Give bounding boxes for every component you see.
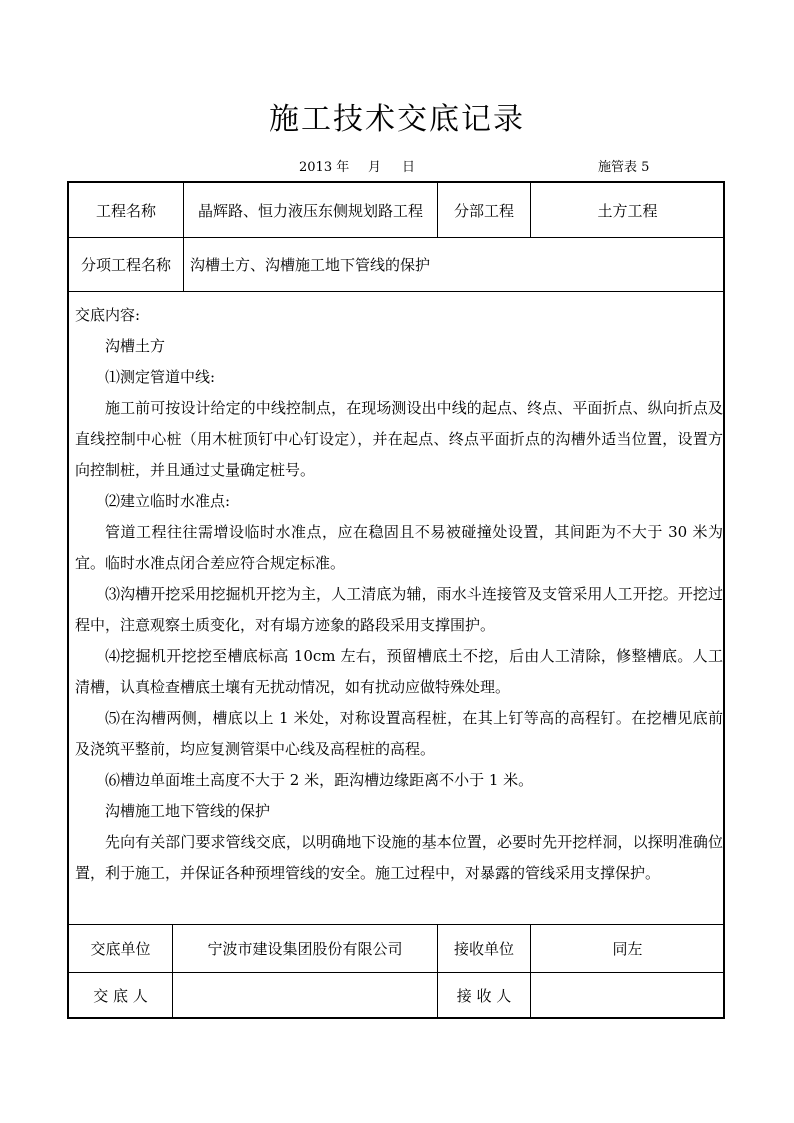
date-day: 日 (402, 160, 416, 175)
content-paragraph: ⑶沟槽开挖采用挖掘机开挖为主，人工清底为辅，雨水斗连接管及支管采用人工开挖。开挖过程中，注意观察土质变化，对有塌方迹象的路段采用支撑围护。 (75, 585, 723, 634)
disclosure-unit-value: 宁波市建设集团股份有限公司 (207, 940, 403, 958)
content-paragraph: 沟槽土方 (105, 337, 166, 355)
discloser-value[interactable] (173, 973, 437, 1018)
date-line (0, 156, 794, 176)
content-paragraph: ⑷挖掘机开挖挖至槽底标高 10cm 左右，预留槽底土不挖，后由人工清除，修整槽底。人工清槽，认真检查槽底土壤有无扰动情况，如有扰动应做特殊处理。 (75, 647, 723, 696)
disclosure-unit-label: 交底单位 (90, 940, 151, 958)
content-paragraph: ⑵建立临时水准点: (105, 492, 231, 510)
date-year: 2013 年 (299, 160, 350, 175)
receiver-label: 接 收 人 (456, 987, 512, 1005)
content-paragraph: ⑹槽边单面堆土高度不大于 2 米，距沟槽边缘距离不小于 1 米。 (105, 771, 534, 789)
disclosure-content (75, 300, 723, 930)
receiving-unit-value: 同左 (612, 940, 643, 958)
content-paragraph: 管道工程往往需增设临时水准点，应在稳固且不易被碰撞处设置，其间距为不大于 30 米为宜。临时水准点闭合差应符合规定标准。 (75, 523, 723, 572)
form-number: 施管表 5 (598, 160, 650, 175)
content-paragraph: 施工前可按设计给定的中线控制点，在现场测设出中线的起点、终点、平面折点、纵向折点及直线控制中心桩（用木桩顶钉中心钉设定），并在起点、终点平面折点的沟槽外适当位置，设置方向控制桩，并且通过丈量确定桩号。 (75, 399, 723, 479)
document-title: 施工技术交底记录 (269, 102, 525, 137)
content-heading: 交底内容: (75, 306, 141, 324)
content-paragraph: 先向有关部门要求管线交底，以明确地下设施的基本位置，必要时先开挖样洞，以探明准确位置，利于施工，并保证各种预埋管线的安全。施工过程中，对暴露的管线采用支撑保护。 (75, 833, 723, 882)
project-name-label: 工程名称 (95, 201, 156, 220)
receiver-value[interactable] (531, 973, 724, 1018)
content-paragraph: ⑸在沟槽两侧，槽底以上 1 米处，对称设置高程桩，在其上钉等高的高程钉。在挖槽见底前及浇筑平整前，均应复测管渠中心线及高程桩的高程。 (75, 709, 723, 758)
division-value: 土方工程 (597, 201, 658, 220)
row-divider (68, 291, 724, 292)
subitem-value: 沟槽土方、沟槽施工地下管线的保护 (190, 256, 431, 274)
discloser-label: 交 底 人 (93, 987, 148, 1005)
date-month: 月 (368, 160, 382, 175)
content-paragraph: ⑴测定管道中线: (105, 368, 216, 386)
project-name-value: 晶辉路、恒力液压东侧规划路工程 (197, 201, 423, 220)
division-label: 分部工程 (453, 201, 514, 220)
content-paragraph: 沟槽施工地下管线的保护 (105, 802, 271, 820)
subitem-label: 分项工程名称 (80, 256, 171, 274)
receiving-unit-label: 接收单位 (453, 940, 514, 958)
